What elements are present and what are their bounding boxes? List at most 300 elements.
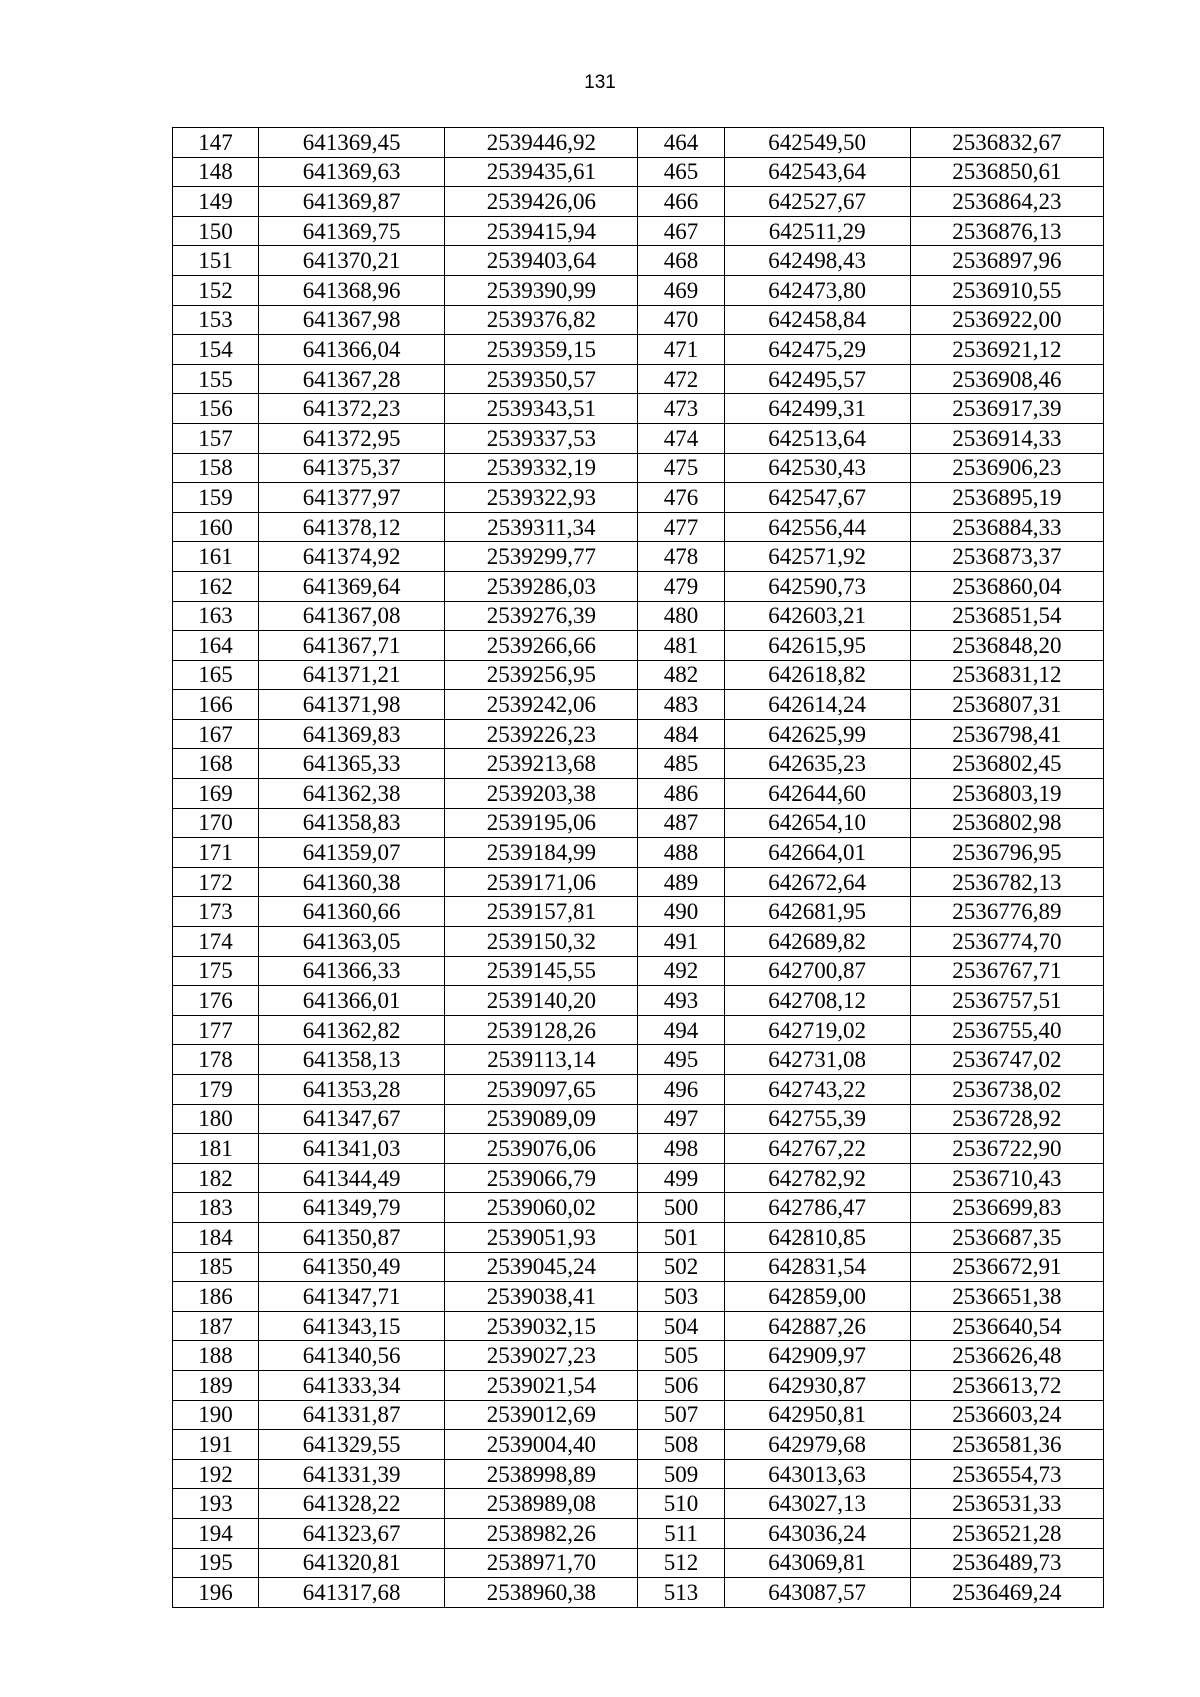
- x-coordinate-left-cell: 641374,92: [259, 542, 445, 572]
- point-number-right-cell: 511: [638, 1518, 724, 1548]
- x-coordinate-right-cell: 642590,73: [724, 571, 910, 601]
- point-number-left-cell: 150: [173, 216, 259, 246]
- y-coordinate-right-cell: 2536613,72: [910, 1370, 1103, 1400]
- table-row: [173, 897, 1104, 927]
- x-coordinate-right-cell: 642499,31: [724, 394, 910, 424]
- x-coordinate-left-cell: 641343,15: [259, 1311, 445, 1341]
- x-coordinate-left-cell: 641328,22: [259, 1489, 445, 1519]
- y-coordinate-left-cell: 2539226,23: [445, 719, 638, 749]
- y-coordinate-left-cell: 2539113,14: [445, 1045, 638, 1075]
- point-number-right-cell: 503: [638, 1282, 724, 1312]
- x-coordinate-left-cell: 641358,13: [259, 1045, 445, 1075]
- x-coordinate-left-cell: 641365,33: [259, 749, 445, 779]
- table-row: [173, 364, 1104, 394]
- point-number-right-cell: 479: [638, 571, 724, 601]
- point-number-right-cell: 465: [638, 157, 724, 187]
- x-coordinate-left-cell: 641358,83: [259, 808, 445, 838]
- x-coordinate-left-cell: 641333,34: [259, 1370, 445, 1400]
- table-row: [173, 1459, 1104, 1489]
- y-coordinate-left-cell: 2539171,06: [445, 867, 638, 897]
- x-coordinate-left-cell: 641331,87: [259, 1400, 445, 1430]
- x-coordinate-left-cell: 641320,81: [259, 1548, 445, 1578]
- x-coordinate-left-cell: 641375,37: [259, 453, 445, 483]
- y-coordinate-right-cell: 2536803,19: [910, 779, 1103, 809]
- y-coordinate-right-cell: 2536747,02: [910, 1045, 1103, 1075]
- x-coordinate-left-cell: 641323,67: [259, 1518, 445, 1548]
- y-coordinate-left-cell: 2539350,57: [445, 364, 638, 394]
- x-coordinate-right-cell: 642700,87: [724, 956, 910, 986]
- table-row: [173, 542, 1104, 572]
- table-row: [173, 275, 1104, 305]
- y-coordinate-right-cell: 2536917,39: [910, 394, 1103, 424]
- point-number-right-cell: 504: [638, 1311, 724, 1341]
- y-coordinate-right-cell: 2536848,20: [910, 631, 1103, 661]
- table-row: [173, 601, 1104, 631]
- y-coordinate-left-cell: 2538982,26: [445, 1518, 638, 1548]
- x-coordinate-left-cell: 641371,21: [259, 660, 445, 690]
- x-coordinate-right-cell: 642458,84: [724, 305, 910, 335]
- point-number-right-cell: 488: [638, 838, 724, 868]
- point-number-left-cell: 173: [173, 897, 259, 927]
- x-coordinate-right-cell: 643036,24: [724, 1518, 910, 1548]
- x-coordinate-right-cell: 642743,22: [724, 1075, 910, 1105]
- y-coordinate-left-cell: 2538960,38: [445, 1578, 638, 1608]
- table-row: [173, 128, 1104, 158]
- table-row: [173, 1341, 1104, 1371]
- x-coordinate-left-cell: 641359,07: [259, 838, 445, 868]
- x-coordinate-left-cell: 641372,95: [259, 423, 445, 453]
- point-number-right-cell: 470: [638, 305, 724, 335]
- y-coordinate-left-cell: 2539038,41: [445, 1282, 638, 1312]
- y-coordinate-left-cell: 2539337,53: [445, 423, 638, 453]
- table-row: [173, 1193, 1104, 1223]
- x-coordinate-left-cell: 641349,79: [259, 1193, 445, 1223]
- y-coordinate-left-cell: 2539311,34: [445, 512, 638, 542]
- y-coordinate-right-cell: 2536581,36: [910, 1430, 1103, 1460]
- point-number-right-cell: 484: [638, 719, 724, 749]
- x-coordinate-left-cell: 641331,39: [259, 1459, 445, 1489]
- point-number-left-cell: 147: [173, 128, 259, 158]
- x-coordinate-right-cell: 642782,92: [724, 1163, 910, 1193]
- point-number-right-cell: 477: [638, 512, 724, 542]
- x-coordinate-right-cell: 642654,10: [724, 808, 910, 838]
- y-coordinate-left-cell: 2539256,95: [445, 660, 638, 690]
- y-coordinate-right-cell: 2536851,54: [910, 601, 1103, 631]
- x-coordinate-left-cell: 641367,71: [259, 631, 445, 661]
- table-row: [173, 749, 1104, 779]
- x-coordinate-right-cell: 642950,81: [724, 1400, 910, 1430]
- x-coordinate-right-cell: 642473,80: [724, 275, 910, 305]
- point-number-right-cell: 485: [638, 749, 724, 779]
- x-coordinate-right-cell: 642930,87: [724, 1370, 910, 1400]
- table-row: [173, 956, 1104, 986]
- point-number-left-cell: 151: [173, 246, 259, 276]
- y-coordinate-left-cell: 2539004,40: [445, 1430, 638, 1460]
- point-number-right-cell: 505: [638, 1341, 724, 1371]
- point-number-left-cell: 158: [173, 453, 259, 483]
- y-coordinate-left-cell: 2539403,64: [445, 246, 638, 276]
- x-coordinate-left-cell: 641372,23: [259, 394, 445, 424]
- y-coordinate-left-cell: 2539203,38: [445, 779, 638, 809]
- y-coordinate-left-cell: 2539332,19: [445, 453, 638, 483]
- y-coordinate-right-cell: 2536722,90: [910, 1134, 1103, 1164]
- table-row: [173, 1045, 1104, 1075]
- y-coordinate-left-cell: 2539359,15: [445, 335, 638, 365]
- point-number-left-cell: 169: [173, 779, 259, 809]
- point-number-right-cell: 495: [638, 1045, 724, 1075]
- x-coordinate-left-cell: 641360,38: [259, 867, 445, 897]
- x-coordinate-right-cell: 642810,85: [724, 1222, 910, 1252]
- point-number-right-cell: 509: [638, 1459, 724, 1489]
- table-row: [173, 305, 1104, 335]
- point-number-right-cell: 474: [638, 423, 724, 453]
- x-coordinate-right-cell: 642475,29: [724, 335, 910, 365]
- point-number-left-cell: 168: [173, 749, 259, 779]
- x-coordinate-right-cell: 642527,67: [724, 187, 910, 217]
- x-coordinate-left-cell: 641360,66: [259, 897, 445, 927]
- y-coordinate-left-cell: 2539426,06: [445, 187, 638, 217]
- x-coordinate-right-cell: 642786,47: [724, 1193, 910, 1223]
- y-coordinate-left-cell: 2539195,06: [445, 808, 638, 838]
- y-coordinate-right-cell: 2536914,33: [910, 423, 1103, 453]
- point-number-right-cell: 506: [638, 1370, 724, 1400]
- point-number-right-cell: 472: [638, 364, 724, 394]
- point-number-left-cell: 176: [173, 986, 259, 1016]
- table-row: [173, 1222, 1104, 1252]
- point-number-left-cell: 160: [173, 512, 259, 542]
- point-number-left-cell: 152: [173, 275, 259, 305]
- y-coordinate-right-cell: 2536672,91: [910, 1252, 1103, 1282]
- table-row: [173, 1311, 1104, 1341]
- y-coordinate-right-cell: 2536651,38: [910, 1282, 1103, 1312]
- x-coordinate-right-cell: 642635,23: [724, 749, 910, 779]
- y-coordinate-right-cell: 2536521,28: [910, 1518, 1103, 1548]
- y-coordinate-right-cell: 2536897,96: [910, 246, 1103, 276]
- point-number-right-cell: 493: [638, 986, 724, 1016]
- table-row: [173, 1400, 1104, 1430]
- x-coordinate-left-cell: 641329,55: [259, 1430, 445, 1460]
- x-coordinate-right-cell: 642530,43: [724, 453, 910, 483]
- point-number-right-cell: 483: [638, 690, 724, 720]
- y-coordinate-left-cell: 2539150,32: [445, 927, 638, 957]
- x-coordinate-right-cell: 642755,39: [724, 1104, 910, 1134]
- y-coordinate-right-cell: 2536755,40: [910, 1015, 1103, 1045]
- table-row: [173, 838, 1104, 868]
- point-number-right-cell: 490: [638, 897, 724, 927]
- x-coordinate-right-cell: 642644,60: [724, 779, 910, 809]
- x-coordinate-left-cell: 641371,98: [259, 690, 445, 720]
- point-number-left-cell: 171: [173, 838, 259, 868]
- table-row: [173, 571, 1104, 601]
- y-coordinate-right-cell: 2536831,12: [910, 660, 1103, 690]
- table-row: [173, 690, 1104, 720]
- x-coordinate-right-cell: 642543,64: [724, 157, 910, 187]
- point-number-left-cell: 193: [173, 1489, 259, 1519]
- point-number-left-cell: 186: [173, 1282, 259, 1312]
- point-number-right-cell: 497: [638, 1104, 724, 1134]
- point-number-left-cell: 185: [173, 1252, 259, 1282]
- y-coordinate-left-cell: 2539415,94: [445, 216, 638, 246]
- y-coordinate-right-cell: 2536531,33: [910, 1489, 1103, 1519]
- y-coordinate-left-cell: 2539343,51: [445, 394, 638, 424]
- point-number-right-cell: 491: [638, 927, 724, 957]
- point-number-left-cell: 195: [173, 1548, 259, 1578]
- x-coordinate-right-cell: 642664,01: [724, 838, 910, 868]
- y-coordinate-right-cell: 2536802,45: [910, 749, 1103, 779]
- point-number-left-cell: 157: [173, 423, 259, 453]
- point-number-left-cell: 177: [173, 1015, 259, 1045]
- x-coordinate-right-cell: 642887,26: [724, 1311, 910, 1341]
- x-coordinate-left-cell: 641341,03: [259, 1134, 445, 1164]
- table-row: [173, 423, 1104, 453]
- x-coordinate-left-cell: 641363,05: [259, 927, 445, 957]
- x-coordinate-left-cell: 641350,87: [259, 1222, 445, 1252]
- point-number-right-cell: 469: [638, 275, 724, 305]
- y-coordinate-right-cell: 2536710,43: [910, 1163, 1103, 1193]
- point-number-right-cell: 501: [638, 1222, 724, 1252]
- table-row: [173, 335, 1104, 365]
- point-number-right-cell: 499: [638, 1163, 724, 1193]
- point-number-right-cell: 510: [638, 1489, 724, 1519]
- y-coordinate-left-cell: 2539446,92: [445, 128, 638, 158]
- y-coordinate-right-cell: 2536774,70: [910, 927, 1103, 957]
- point-number-left-cell: 181: [173, 1134, 259, 1164]
- y-coordinate-left-cell: 2539045,24: [445, 1252, 638, 1282]
- x-coordinate-left-cell: 641377,97: [259, 483, 445, 513]
- y-coordinate-right-cell: 2536757,51: [910, 986, 1103, 1016]
- y-coordinate-right-cell: 2536776,89: [910, 897, 1103, 927]
- x-coordinate-left-cell: 641367,98: [259, 305, 445, 335]
- point-number-right-cell: 507: [638, 1400, 724, 1430]
- y-coordinate-right-cell: 2536796,95: [910, 838, 1103, 868]
- point-number-right-cell: 466: [638, 187, 724, 217]
- point-number-right-cell: 482: [638, 660, 724, 690]
- y-coordinate-left-cell: 2539128,26: [445, 1015, 638, 1045]
- point-number-right-cell: 467: [638, 216, 724, 246]
- point-number-right-cell: 513: [638, 1578, 724, 1608]
- x-coordinate-left-cell: 641366,01: [259, 986, 445, 1016]
- y-coordinate-right-cell: 2536802,98: [910, 808, 1103, 838]
- point-number-left-cell: 179: [173, 1075, 259, 1105]
- point-number-right-cell: 492: [638, 956, 724, 986]
- table-row: [173, 808, 1104, 838]
- table-row: [173, 1282, 1104, 1312]
- y-coordinate-right-cell: 2536832,67: [910, 128, 1103, 158]
- y-coordinate-left-cell: 2538971,70: [445, 1548, 638, 1578]
- point-number-left-cell: 170: [173, 808, 259, 838]
- x-coordinate-right-cell: 642495,57: [724, 364, 910, 394]
- y-coordinate-left-cell: 2539145,55: [445, 956, 638, 986]
- y-coordinate-left-cell: 2539213,68: [445, 749, 638, 779]
- x-coordinate-right-cell: 642615,95: [724, 631, 910, 661]
- x-coordinate-right-cell: 642708,12: [724, 986, 910, 1016]
- x-coordinate-right-cell: 642513,64: [724, 423, 910, 453]
- y-coordinate-left-cell: 2539157,81: [445, 897, 638, 927]
- table-row: [173, 1134, 1104, 1164]
- page-number: 131: [584, 72, 616, 93]
- y-coordinate-right-cell: 2536687,35: [910, 1222, 1103, 1252]
- table-row: [173, 157, 1104, 187]
- x-coordinate-left-cell: 641369,63: [259, 157, 445, 187]
- y-coordinate-left-cell: 2539286,03: [445, 571, 638, 601]
- y-coordinate-left-cell: 2539376,82: [445, 305, 638, 335]
- point-number-right-cell: 471: [638, 335, 724, 365]
- x-coordinate-left-cell: 641353,28: [259, 1075, 445, 1105]
- x-coordinate-left-cell: 641369,87: [259, 187, 445, 217]
- table-row: [173, 927, 1104, 957]
- point-number-left-cell: 162: [173, 571, 259, 601]
- point-number-right-cell: 478: [638, 542, 724, 572]
- point-number-left-cell: 196: [173, 1578, 259, 1608]
- point-number-right-cell: 500: [638, 1193, 724, 1223]
- x-coordinate-right-cell: 642498,43: [724, 246, 910, 276]
- x-coordinate-right-cell: 642511,29: [724, 216, 910, 246]
- y-coordinate-right-cell: 2536873,37: [910, 542, 1103, 572]
- point-number-right-cell: 473: [638, 394, 724, 424]
- table-row: [173, 660, 1104, 690]
- y-coordinate-left-cell: 2539390,99: [445, 275, 638, 305]
- y-coordinate-right-cell: 2536850,61: [910, 157, 1103, 187]
- y-coordinate-right-cell: 2536895,19: [910, 483, 1103, 513]
- point-number-left-cell: 166: [173, 690, 259, 720]
- x-coordinate-right-cell: 642979,68: [724, 1430, 910, 1460]
- x-coordinate-right-cell: 642731,08: [724, 1045, 910, 1075]
- point-number-left-cell: 156: [173, 394, 259, 424]
- x-coordinate-left-cell: 641340,56: [259, 1341, 445, 1371]
- y-coordinate-right-cell: 2536640,54: [910, 1311, 1103, 1341]
- y-coordinate-left-cell: 2539032,15: [445, 1311, 638, 1341]
- point-number-right-cell: 496: [638, 1075, 724, 1105]
- table-row: [173, 631, 1104, 661]
- y-coordinate-left-cell: 2539140,20: [445, 986, 638, 1016]
- y-coordinate-right-cell: 2536469,24: [910, 1578, 1103, 1608]
- x-coordinate-left-cell: 641378,12: [259, 512, 445, 542]
- point-number-right-cell: 489: [638, 867, 724, 897]
- coordinates-table: [172, 127, 1104, 1608]
- x-coordinate-right-cell: 642689,82: [724, 927, 910, 957]
- y-coordinate-right-cell: 2536922,00: [910, 305, 1103, 335]
- point-number-left-cell: 192: [173, 1459, 259, 1489]
- table-row: [173, 986, 1104, 1016]
- point-number-left-cell: 191: [173, 1430, 259, 1460]
- x-coordinate-left-cell: 641367,28: [259, 364, 445, 394]
- point-number-right-cell: 464: [638, 128, 724, 158]
- point-number-right-cell: 487: [638, 808, 724, 838]
- y-coordinate-right-cell: 2536876,13: [910, 216, 1103, 246]
- point-number-left-cell: 153: [173, 305, 259, 335]
- y-coordinate-right-cell: 2536807,31: [910, 690, 1103, 720]
- y-coordinate-left-cell: 2539021,54: [445, 1370, 638, 1400]
- y-coordinate-left-cell: 2539051,93: [445, 1222, 638, 1252]
- x-coordinate-left-cell: 641350,49: [259, 1252, 445, 1282]
- y-coordinate-right-cell: 2536699,83: [910, 1193, 1103, 1223]
- y-coordinate-left-cell: 2539276,39: [445, 601, 638, 631]
- table-row: [173, 483, 1104, 513]
- y-coordinate-right-cell: 2536603,24: [910, 1400, 1103, 1430]
- table-row: [173, 453, 1104, 483]
- y-coordinate-left-cell: 2539184,99: [445, 838, 638, 868]
- x-coordinate-left-cell: 641317,68: [259, 1578, 445, 1608]
- table-row: [173, 1370, 1104, 1400]
- table-row: [173, 719, 1104, 749]
- point-number-left-cell: 148: [173, 157, 259, 187]
- x-coordinate-left-cell: 641370,21: [259, 246, 445, 276]
- x-coordinate-right-cell: 642618,82: [724, 660, 910, 690]
- point-number-right-cell: 476: [638, 483, 724, 513]
- point-number-left-cell: 172: [173, 867, 259, 897]
- point-number-left-cell: 184: [173, 1222, 259, 1252]
- point-number-left-cell: 178: [173, 1045, 259, 1075]
- coordinates-table-body: [173, 128, 1104, 1608]
- x-coordinate-left-cell: 641369,75: [259, 216, 445, 246]
- x-coordinate-right-cell: 642614,24: [724, 690, 910, 720]
- table-row: [173, 1548, 1104, 1578]
- table-row: [173, 1104, 1104, 1134]
- table-row: [173, 394, 1104, 424]
- y-coordinate-left-cell: 2539242,06: [445, 690, 638, 720]
- x-coordinate-right-cell: 642681,95: [724, 897, 910, 927]
- point-number-right-cell: 508: [638, 1430, 724, 1460]
- table-row: [173, 246, 1104, 276]
- table-row: [173, 1430, 1104, 1460]
- x-coordinate-right-cell: 642625,99: [724, 719, 910, 749]
- y-coordinate-left-cell: 2539322,93: [445, 483, 638, 513]
- y-coordinate-right-cell: 2536728,92: [910, 1104, 1103, 1134]
- point-number-left-cell: 154: [173, 335, 259, 365]
- y-coordinate-left-cell: 2539089,09: [445, 1104, 638, 1134]
- table-row: [173, 1252, 1104, 1282]
- point-number-right-cell: 502: [638, 1252, 724, 1282]
- table-row: [173, 1015, 1104, 1045]
- y-coordinate-right-cell: 2536860,04: [910, 571, 1103, 601]
- point-number-left-cell: 194: [173, 1518, 259, 1548]
- y-coordinate-left-cell: 2539266,66: [445, 631, 638, 661]
- point-number-left-cell: 161: [173, 542, 259, 572]
- x-coordinate-right-cell: 642603,21: [724, 601, 910, 631]
- point-number-right-cell: 468: [638, 246, 724, 276]
- x-coordinate-right-cell: 643027,13: [724, 1489, 910, 1519]
- point-number-right-cell: 486: [638, 779, 724, 809]
- point-number-left-cell: 190: [173, 1400, 259, 1430]
- x-coordinate-left-cell: 641347,71: [259, 1282, 445, 1312]
- point-number-left-cell: 188: [173, 1341, 259, 1371]
- x-coordinate-right-cell: 643013,63: [724, 1459, 910, 1489]
- table-row: [173, 512, 1104, 542]
- point-number-left-cell: 159: [173, 483, 259, 513]
- y-coordinate-right-cell: 2536767,71: [910, 956, 1103, 986]
- table-row: [173, 867, 1104, 897]
- point-number-right-cell: 480: [638, 601, 724, 631]
- x-coordinate-right-cell: 642859,00: [724, 1282, 910, 1312]
- y-coordinate-left-cell: 2538998,89: [445, 1459, 638, 1489]
- x-coordinate-right-cell: 642547,67: [724, 483, 910, 513]
- table-row: [173, 1489, 1104, 1519]
- y-coordinate-left-cell: 2539076,06: [445, 1134, 638, 1164]
- table-row: [173, 1163, 1104, 1193]
- point-number-left-cell: 187: [173, 1311, 259, 1341]
- point-number-left-cell: 174: [173, 927, 259, 957]
- table-row: [173, 1578, 1104, 1608]
- x-coordinate-right-cell: 642719,02: [724, 1015, 910, 1045]
- x-coordinate-right-cell: 642549,50: [724, 128, 910, 158]
- y-coordinate-right-cell: 2536798,41: [910, 719, 1103, 749]
- y-coordinate-left-cell: 2538989,08: [445, 1489, 638, 1519]
- point-number-left-cell: 175: [173, 956, 259, 986]
- table-row: [173, 779, 1104, 809]
- point-number-left-cell: 164: [173, 631, 259, 661]
- y-coordinate-left-cell: 2539299,77: [445, 542, 638, 572]
- x-coordinate-left-cell: 641369,45: [259, 128, 445, 158]
